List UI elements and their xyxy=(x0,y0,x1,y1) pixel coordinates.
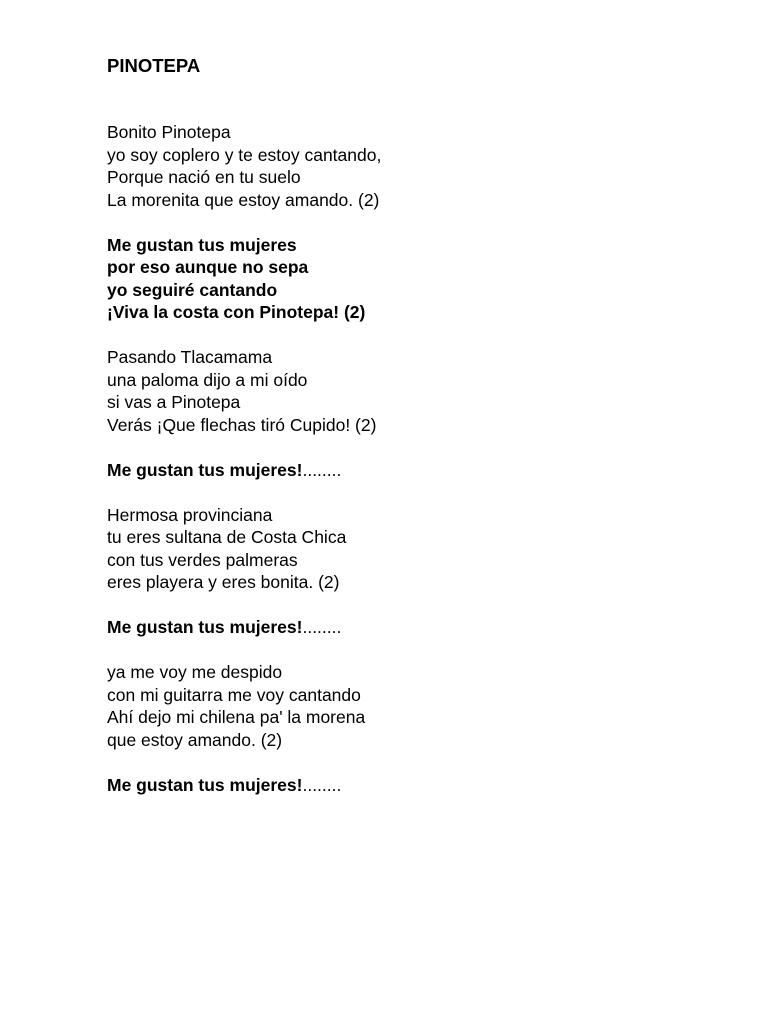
refrain-text: Me gustan tus mujeres! xyxy=(107,617,303,637)
lyric-line: yo soy coplero y te estoy cantando, xyxy=(107,144,382,165)
verse-stanza xyxy=(107,346,727,436)
lyric-line: por eso aunque no sepa xyxy=(107,257,309,277)
lyric-line: Hermosa provinciana xyxy=(107,504,273,525)
refrain-stanza xyxy=(107,459,727,482)
verse-stanza xyxy=(107,121,727,211)
lyric-line: con mi guitarra me voy cantando xyxy=(107,684,361,705)
song-title: PINOTEPA xyxy=(107,55,201,76)
lyric-line: ya me voy me despido xyxy=(107,662,283,682)
refrain-text: Me gustan tus mujeres! xyxy=(107,459,303,480)
lyric-line: ¡Viva la costa con Pinotepa! (2) xyxy=(107,302,366,322)
document-page xyxy=(107,54,727,819)
lyric-line: Bonito Pinotepa xyxy=(107,122,231,142)
lyric-line: si vas a Pinotepa xyxy=(107,392,241,412)
lyric-line: Pasando Tlacamama xyxy=(107,347,273,367)
verse-stanza xyxy=(107,661,727,751)
lyric-line: La morenita que estoy amando. (2) xyxy=(107,189,380,210)
lyric-line: Me gustan tus mujeres xyxy=(107,234,297,255)
lyric-line: con tus verdes palmeras xyxy=(107,549,298,570)
lyric-line: Verás ¡Que flechas tiró Cupido! (2) xyxy=(107,414,377,435)
lyric-line: Ahí dejo mi chilena pa' la morena xyxy=(107,707,366,727)
lyric-line: una paloma dijo a mi oído xyxy=(107,369,308,390)
refrain-ellipsis: ........ xyxy=(302,617,342,637)
lyric-line: yo seguiré cantando xyxy=(107,279,278,300)
refrain-stanza xyxy=(107,774,727,797)
lyric-line: Porque nació en tu suelo xyxy=(107,167,301,187)
refrain-stanza xyxy=(107,616,727,639)
refrain-text: Me gustan tus mujeres! xyxy=(107,774,303,795)
verse-stanza xyxy=(107,504,727,594)
verse-stanza xyxy=(107,234,727,324)
refrain-line xyxy=(107,616,727,639)
lyrics-body xyxy=(107,121,727,796)
lyric-line: que estoy amando. (2) xyxy=(107,729,283,750)
refrain-line xyxy=(107,459,727,482)
lyric-line: tu eres sultana de Costa Chica xyxy=(107,527,347,547)
lyric-line: eres playera y eres bonita. (2) xyxy=(107,572,340,592)
refrain-ellipsis: ........ xyxy=(302,459,342,480)
refrain-line xyxy=(107,774,727,797)
refrain-ellipsis: ........ xyxy=(302,774,342,795)
